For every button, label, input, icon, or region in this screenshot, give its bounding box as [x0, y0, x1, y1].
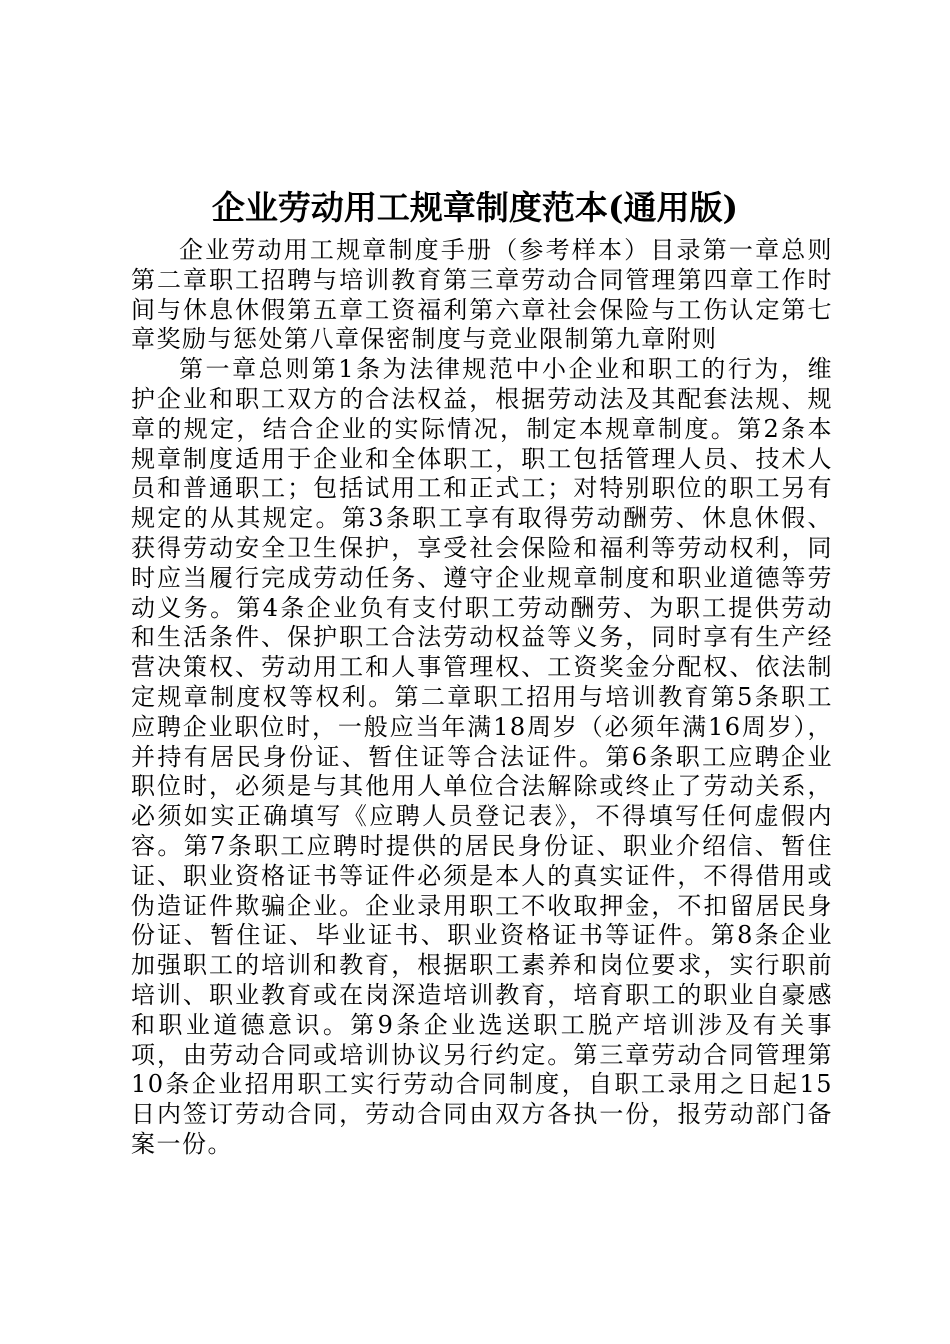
document-title: 企业劳动用工规章制度范本(通用版): [211, 188, 739, 227]
body-paragraph: 第一章总则第1条为法律规范中小企业和职工的行为，维护企业和职工双方的合法权益，根据劳动法及其配套法规、规章的规定，结合企业的实际情况，制定本规章制度。第2条本规章制度适用于企业和全体职工，职工包括管理人员、技术人员和普通职工；包括试用工和正式工；对特别职位的职工另有规定的从其规定。第3条职工享有取得劳动酬劳、休息休假、获得劳动安全卫生保护，享受社会保险和福利等劳动权利，同时应当履行完成劳动任务、遵守企业规章制度和职业道德等劳动义务。第4条企业负有支付职工劳动酬劳、为职工提供劳动和生活条件、保护职工合法劳动权益等义务，同时享有生产经营决策权、劳动用工和人事管理权、工资奖金分配权、依法制定规章制度权等权利。第二章职工招用与培训教育第5条职工应聘企业职位时，一般应当年满18周岁（必须年满16周岁），并持有居民身份证、暂住证等合法证件。第6条职工应聘企业职位时，必须是与其他用人单位合法解除或终止了劳动关系，必须如实正确填写《应聘人员登记表》，不得填写任何虚假内容。第7条职工应聘时提供的居民身份证、职业介绍信、暂住证、职业资格证书等证件必须是本人的真实证件，不得借用或伪造证件欺骗企业。企业录用职工不收取押金，不扣留居民身份证、暂住证、毕业证书、职业资格证书等证件。第8条企业加强职工的培训和教育，根据职工素养和岗位要求，实行职前培训、职业教育或在岗深造培训教育，培育职工的职业自豪感和职业道德意识。第9条企业选送职工脱产培训涉及有关事项，由劳动合同或培训协议另行约定。第三章劳动合同管理第10条企业招用职工实行劳动合同制度，自职工录用之日起15日内签订劳动合同，劳动合同由双方各执一份，报劳动部门备案一份。: [131, 355, 833, 1158]
document-body: [131, 236, 833, 1160]
table-of-contents-paragraph: 企业劳动用工规章制度手册（参考样本）目录第一章总则第二章职工招聘与培训教育第三章劳动合同管理第四章工作时间与休息休假第五章工资福利第六章社会保险与工伤认定第七章奖励与惩处第八章保密制度与竞业限制第九章附则: [131, 236, 833, 354]
